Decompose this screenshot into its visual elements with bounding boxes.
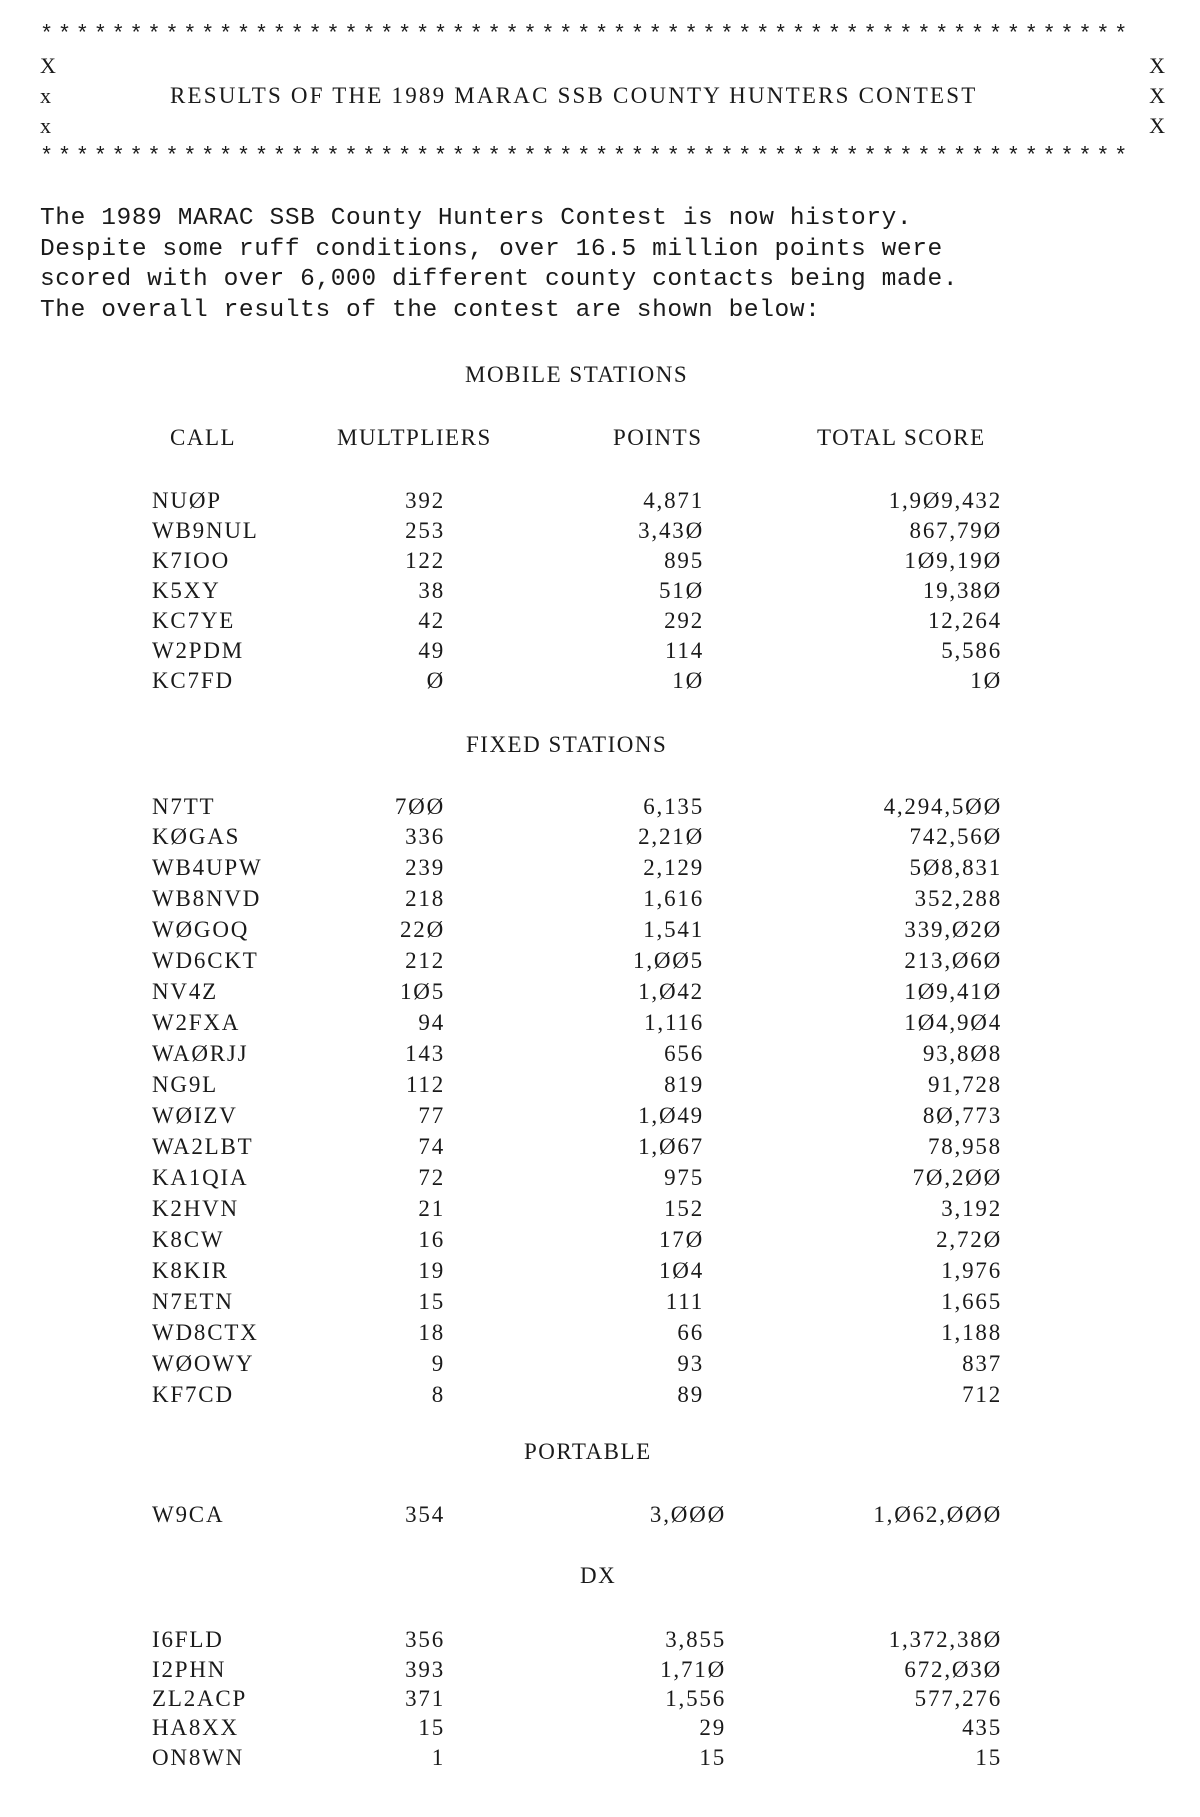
cell-call: WAØRJJ [152, 1041, 249, 1066]
cell-total: 1,Ø62,ØØØ [873, 1502, 1002, 1527]
cell-multipliers: 356 [405, 1627, 445, 1652]
table-row [0, 546, 1200, 576]
intro-line: Despite some ruff conditions, over 16.5 million points were [40, 235, 943, 263]
cell-call: K5XY [152, 578, 221, 603]
cell-points: 1,556 [665, 1686, 726, 1711]
cell-points: 89 [677, 1382, 704, 1407]
section-title-fixed: FIXED STATIONS [466, 732, 668, 757]
cell-call: KC7YE [152, 608, 236, 633]
table-row [0, 853, 1200, 883]
table-row [0, 1256, 1200, 1286]
cell-call: KØGAS [152, 824, 241, 849]
cell-points: 1,Ø42 [638, 979, 704, 1004]
table-row [0, 666, 1200, 696]
cell-points: 819 [664, 1072, 704, 1097]
cell-call: KC7FD [152, 668, 234, 693]
cell-points: 1,616 [643, 886, 704, 911]
cell-multipliers: 143 [405, 1041, 445, 1066]
cell-multipliers: 42 [418, 608, 445, 633]
cell-total: 3,192 [941, 1196, 1002, 1221]
cell-total: 4,294,5ØØ [883, 794, 1002, 819]
cell-call: K7IOO [152, 548, 230, 573]
banner-x-row-2 [40, 82, 1165, 110]
banner-stars-bottom: ************************************************************* [40, 144, 1133, 169]
table-row [0, 1194, 1200, 1224]
cell-call: WD6CKT [152, 948, 259, 973]
table-row [0, 1287, 1200, 1317]
cell-total: 1Ø9,19Ø [904, 548, 1002, 573]
cell-call: K2HVN [152, 1196, 239, 1221]
cell-total: 1,665 [941, 1289, 1002, 1314]
table-row [0, 884, 1200, 914]
cell-multipliers: 7ØØ [394, 794, 445, 819]
cell-multipliers: 1 [431, 1745, 445, 1770]
cell-multipliers: 212 [405, 948, 445, 973]
cell-total: 213,Ø6Ø [904, 948, 1002, 973]
cell-total: 1Ø4,9Ø4 [904, 1010, 1002, 1035]
cell-total: 19,38Ø [922, 578, 1002, 603]
cell-total: 837 [962, 1351, 1002, 1376]
section-title-mobile: MOBILE STATIONS [465, 362, 689, 387]
section-title-portable: PORTABLE [524, 1439, 652, 1464]
cell-multipliers: 19 [418, 1258, 445, 1283]
cell-points: 656 [664, 1041, 704, 1066]
cell-total: 78,958 [927, 1134, 1002, 1159]
cell-call: WD8CTX [152, 1320, 259, 1345]
cell-points: 6,135 [643, 794, 704, 819]
intro-line: The 1989 MARAC SSB County Hunters Contest is now history. [40, 205, 913, 232]
column-header-multipliers: MULTPLIERS [337, 425, 492, 450]
cell-call: N7ETN [152, 1289, 234, 1314]
cell-total: 12,264 [927, 608, 1002, 633]
cell-multipliers: 253 [405, 518, 445, 543]
banner-x-right: X [1149, 113, 1165, 138]
cell-call: WB4UPW [152, 855, 263, 880]
cell-points: 1Ø4 [658, 1258, 704, 1283]
table-row [0, 1132, 1200, 1162]
table-row [0, 1684, 1200, 1714]
table-row [0, 1500, 1200, 1530]
cell-points: 51Ø [658, 578, 704, 603]
cell-call: I6FLD [152, 1627, 224, 1652]
cell-multipliers: 15 [418, 1289, 445, 1314]
cell-points: 4,871 [643, 488, 704, 513]
intro-line: scored with over 6,000 different county contacts being made. [40, 266, 959, 293]
table-row [0, 1743, 1200, 1773]
cell-call: WØIZV [152, 1103, 238, 1128]
cell-call: NG9L [152, 1072, 218, 1097]
intro-paragraph [40, 204, 1170, 326]
table-row [0, 1655, 1200, 1685]
cell-call: I2PHN [152, 1657, 227, 1682]
cell-multipliers: 371 [405, 1686, 445, 1711]
cell-call: W2PDM [152, 638, 245, 663]
table-row [0, 1225, 1200, 1255]
banner-x-left: x [40, 113, 51, 138]
section-title-dx: DX [580, 1563, 617, 1588]
cell-total: 15 [975, 1745, 1002, 1770]
banner-x-row-1 [40, 52, 1165, 80]
cell-points: 975 [664, 1165, 704, 1190]
cell-points: 3,ØØØ [649, 1502, 726, 1527]
cell-total: 5Ø8,831 [909, 855, 1002, 880]
table-row [0, 1380, 1200, 1410]
cell-call: HA8XX [152, 1715, 239, 1740]
column-header-call: CALL [170, 425, 237, 450]
table-row [0, 1008, 1200, 1038]
banner-x-right: X [1149, 83, 1165, 108]
cell-points: 17Ø [658, 1227, 704, 1252]
cell-call: NUØP [152, 488, 222, 513]
cell-call: N7TT [152, 794, 216, 819]
cell-total: 867,79Ø [909, 518, 1002, 543]
cell-call: NV4Z [152, 979, 218, 1004]
cell-total: 2,72Ø [936, 1227, 1002, 1252]
cell-multipliers: 18 [418, 1320, 445, 1345]
cell-points: 1,71Ø [660, 1657, 726, 1682]
cell-points: 1,541 [643, 917, 704, 942]
cell-points: 111 [665, 1289, 704, 1314]
cell-total: 352,288 [914, 886, 1002, 911]
cell-multipliers: 72 [418, 1165, 445, 1190]
cell-total: 742,56Ø [909, 824, 1002, 849]
cell-call: WØOWY [152, 1351, 255, 1376]
banner-x-left: x [40, 83, 51, 108]
table-row [0, 1349, 1200, 1379]
cell-call: WA2LBT [152, 1134, 254, 1159]
cell-multipliers: 218 [405, 886, 445, 911]
cell-multipliers: 77 [418, 1103, 445, 1128]
cell-points: 895 [664, 548, 704, 573]
cell-multipliers: 22Ø [399, 917, 445, 942]
table-row [0, 1318, 1200, 1348]
cell-call: W9CA [152, 1502, 225, 1527]
cell-multipliers: 21 [418, 1196, 445, 1221]
cell-multipliers: 8 [431, 1382, 445, 1407]
table-row [0, 1070, 1200, 1100]
cell-points: 1,116 [644, 1010, 704, 1035]
cell-total: 1,372,38Ø [888, 1627, 1002, 1652]
cell-points: 114 [664, 638, 704, 663]
table-row [0, 915, 1200, 945]
banner-x-left: X [40, 53, 56, 78]
table-row [0, 486, 1200, 516]
cell-multipliers: 15 [418, 1715, 445, 1740]
cell-points: 29 [699, 1715, 726, 1740]
table-row [0, 1163, 1200, 1193]
cell-total: 1,976 [941, 1258, 1002, 1283]
cell-call: K8KIR [152, 1258, 229, 1283]
cell-total: 93,8Ø8 [922, 1041, 1002, 1066]
table-row [0, 792, 1200, 822]
cell-total: 1,9Ø9,432 [888, 488, 1002, 513]
cell-multipliers: 1Ø5 [399, 979, 445, 1004]
cell-call: WB9NUL [152, 518, 259, 543]
table-row [0, 946, 1200, 976]
column-header-total: TOTAL SCORE [817, 425, 986, 450]
cell-points: 292 [664, 608, 704, 633]
cell-points: 3,855 [665, 1627, 726, 1652]
cell-call: ZL2ACP [152, 1686, 248, 1711]
table-row [0, 1101, 1200, 1131]
cell-points: 2,21Ø [638, 824, 704, 849]
cell-multipliers: 392 [405, 488, 445, 513]
cell-call: K8CW [152, 1227, 225, 1252]
banner-title: RESULTS OF THE 1989 MARAC SSB COUNTY HUNTERS CONTEST [170, 83, 978, 108]
column-header-points: POINTS [613, 425, 703, 450]
cell-call: WB8NVD [152, 886, 262, 911]
cell-multipliers: 74 [418, 1134, 445, 1159]
cell-points: 93 [677, 1351, 704, 1376]
cell-multipliers: Ø [426, 668, 445, 693]
cell-total: 672,Ø3Ø [904, 1657, 1002, 1682]
cell-total: 1,188 [941, 1320, 1002, 1345]
cell-total: 577,276 [914, 1686, 1002, 1711]
banner-stars-top: ************************************************************* [40, 22, 1133, 47]
cell-total: 435 [962, 1715, 1002, 1740]
cell-multipliers: 239 [405, 855, 445, 880]
table-row [0, 977, 1200, 1007]
cell-points: 2,129 [643, 855, 704, 880]
cell-points: 1,ØØ5 [633, 948, 704, 973]
table-row [0, 1625, 1200, 1655]
cell-call: WØGOQ [152, 917, 250, 942]
cell-multipliers: 16 [418, 1227, 445, 1252]
cell-total: 5,586 [941, 638, 1002, 663]
cell-call: KA1QIA [152, 1165, 249, 1190]
cell-call: W2FXA [152, 1010, 241, 1035]
cell-total: 1Ø [970, 668, 1002, 693]
cell-multipliers: 122 [405, 548, 445, 573]
cell-multipliers: 393 [405, 1657, 445, 1682]
cell-total: 8Ø,773 [922, 1103, 1002, 1128]
cell-points: 3,43Ø [638, 518, 704, 543]
cell-points: 152 [664, 1196, 704, 1221]
cell-points: 1,Ø67 [638, 1134, 704, 1159]
cell-points: 1Ø [672, 668, 704, 693]
cell-points: 1,Ø49 [638, 1103, 704, 1128]
intro-line: The overall results of the contest are shown below: [40, 296, 821, 324]
cell-points: 66 [677, 1320, 704, 1345]
banner-x-row-3 [40, 112, 1165, 140]
cell-multipliers: 94 [418, 1010, 445, 1035]
cell-total: 339,Ø2Ø [904, 917, 1002, 942]
cell-multipliers: 9 [431, 1351, 445, 1376]
cell-total: 1Ø9,41Ø [904, 979, 1002, 1004]
cell-total: 7Ø,2ØØ [912, 1165, 1002, 1190]
cell-multipliers: 336 [405, 824, 445, 849]
cell-multipliers: 354 [405, 1502, 445, 1527]
cell-multipliers: 38 [418, 578, 445, 603]
cell-points: 15 [699, 1745, 726, 1770]
table-row [0, 822, 1200, 852]
table-row [0, 576, 1200, 606]
cell-call: KF7CD [152, 1382, 234, 1407]
table-row [0, 1713, 1200, 1743]
table-row [0, 606, 1200, 636]
cell-multipliers: 49 [418, 638, 445, 663]
table-row [0, 1039, 1200, 1069]
cell-multipliers: 112 [405, 1072, 445, 1097]
cell-call: ON8WN [152, 1745, 245, 1770]
table-row [0, 636, 1200, 666]
table-row [0, 516, 1200, 546]
cell-total: 712 [962, 1382, 1002, 1407]
cell-total: 91,728 [927, 1072, 1002, 1097]
banner-x-right: X [1149, 53, 1165, 78]
